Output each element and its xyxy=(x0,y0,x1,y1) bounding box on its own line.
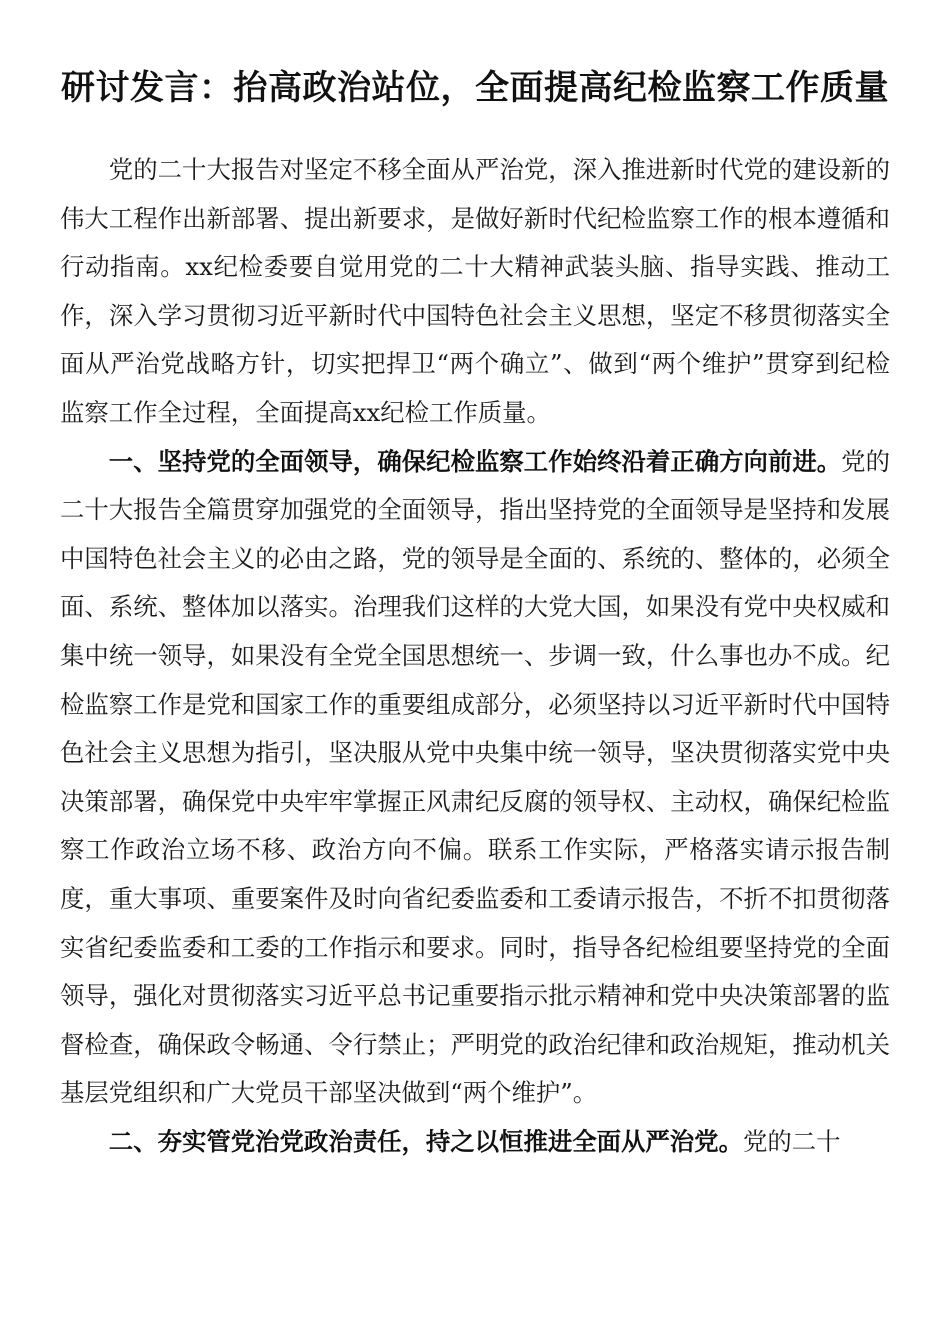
section-2-paragraph xyxy=(60,1118,890,1167)
section-2-heading: 二、夯实管党治党政治责任，持之以恒推进全面从严治党。 xyxy=(108,1126,743,1156)
intro-paragraph: 党的二十大报告对坚定不移全面从严治党，深入推进新时代党的建设新的伟大工程作出新部署、提出新要求，是做好新时代纪检监察工作的根本遵循和行动指南。xx纪检委要自觉用党的二十大精神武装头脑、指导实践、推动工作，深入学习贯彻习近平新时代中国特色社会主义思想，坚定不移贯彻落实全面从严治党战略方针，切实把捍卫“两个确立”、做到“两个维护”贯穿到纪检监察工作全过程，全面提高xx纪检工作质量。 xyxy=(60,155,890,427)
section-1-body: 党的二十大报告全篇贯穿加强党的全面领导，指出坚持党的全面领导是坚持和发展中国特色社会主义的必由之路，党的领导是全面的、系统的、整体的，必须全面、系统、整体加以落实。治理我们这样的大党大国，如果没有党中央权威和集中统一领导，如果没有全党全国思想统一、步调一致，什么事也办不成。纪检监察工作是党和国家工作的重要组成部分，必须坚持以习近平新时代中国特色社会主义思想为指引，坚决服从党中央集中统一领导，坚决贯彻落实党中央决策部署，确保党中央牢牢掌握正风肃纪反腐的领导权、主动权，确保纪检监察工作政治立场不移、政治方向不偏。联系工作实际，严格落实请示报告制度，重大事项、重要案件及时向省纪委监委和工委请示报告，不折不扣贯彻落实省纪委监委和工委的工作指示和要求。同时，指导各纪检组要坚持党的全面领导，强化对贯彻落实习近平总书记重要指示批示精神和党中央决策部署的监督检查，确保政令畅通、令行禁止；严明党的政治纪律和政治规矩，推动机关基层党组织和广大党员干部坚决做到“两个维护”。 xyxy=(60,446,890,1108)
document-title: 研讨发言：抬高政治站位，全面提高纪检监察工作质量 xyxy=(61,68,889,108)
section-1-heading: 一、坚持党的全面领导，确保纪检监察工作始终沿着正确方向前进。 xyxy=(108,446,842,476)
section-2-body: 党的二十 xyxy=(742,1126,841,1156)
document-body xyxy=(60,146,890,1166)
section-1-paragraph xyxy=(60,438,890,1118)
